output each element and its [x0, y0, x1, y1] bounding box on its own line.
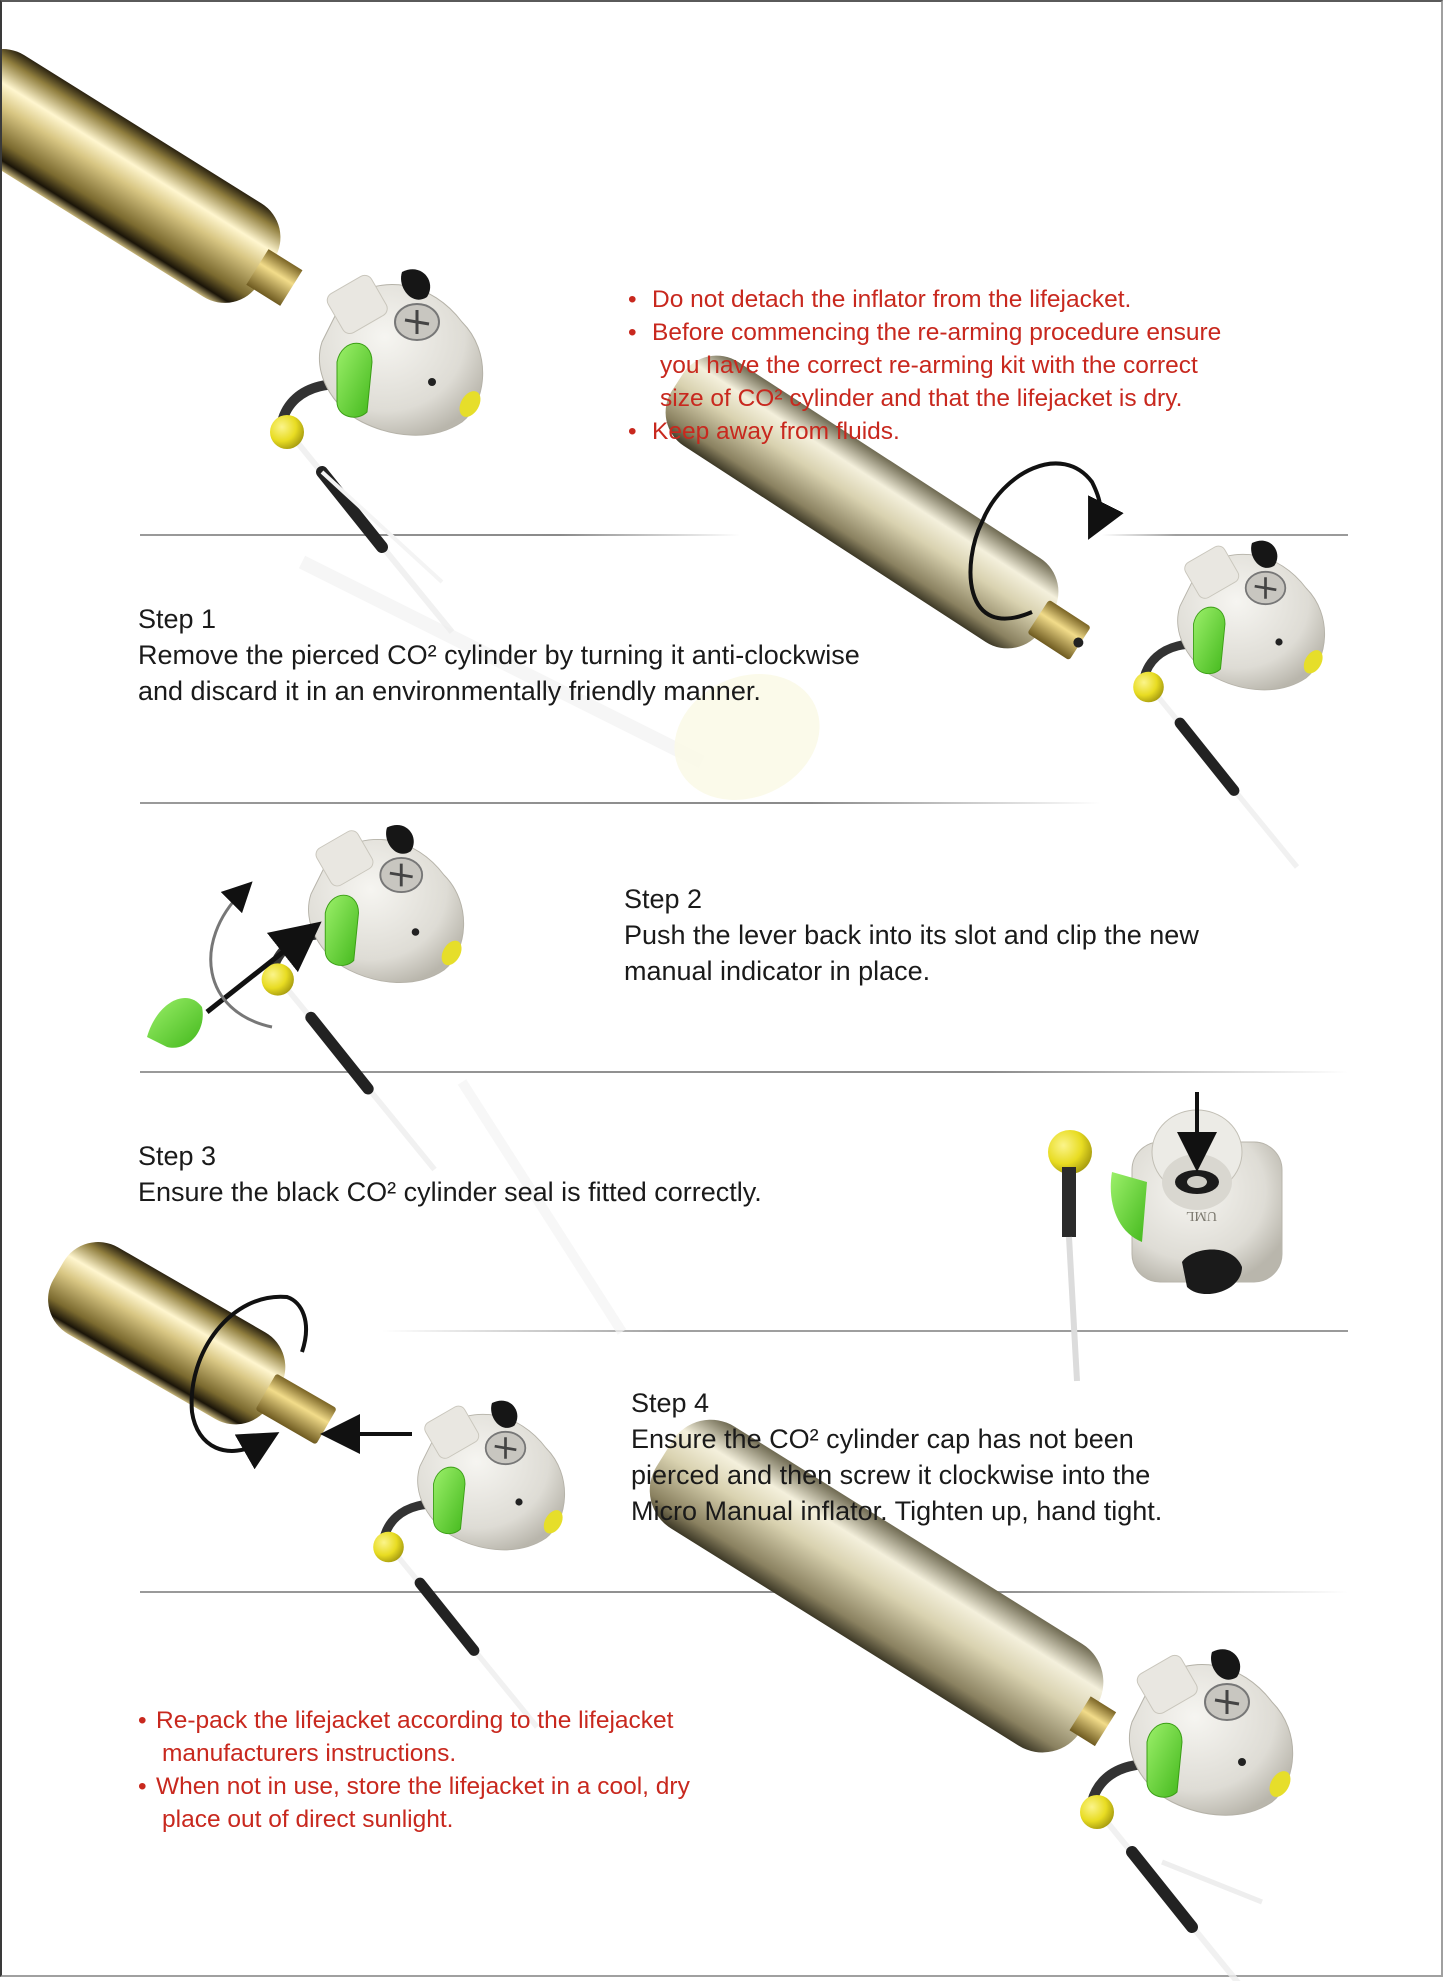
warning-item: • Keep away from fluids.: [628, 415, 1328, 448]
divider-1: [140, 534, 740, 536]
bottom-warnings: [138, 1704, 838, 1836]
warning-item: • When not in use, store the lifejacket in a cool, dry place out of direct sunlight.: [138, 1770, 838, 1836]
divider-5: [140, 1591, 1348, 1593]
warning-item: • Re-pack the lifejacket according to the lifejacket manufacturers instructions.: [138, 1704, 838, 1770]
step-title: Step 1: [138, 604, 217, 634]
step-body-line: Remove the pierced CO² cylinder by turning it anti-clockwise: [138, 640, 860, 670]
bullet-icon: •: [628, 418, 637, 445]
step2-illustration: [147, 825, 466, 1170]
bullet-icon: •: [628, 319, 637, 346]
top-warnings: [628, 283, 1328, 448]
bullet-icon: •: [138, 1773, 147, 1800]
bullet-icon: •: [138, 1707, 147, 1734]
step-body-line: Ensure the black CO² cylinder seal is fitted correctly.: [138, 1177, 762, 1207]
assembled-inflator-illustration: [2, 34, 485, 632]
divider-2: [140, 802, 1100, 804]
warning-item: • Before commencing the re-arming procedure ensure you have the correct re-arming kit with the correct size of CO² cylinder and that the lifejacket is dry.: [628, 316, 1328, 415]
step-title: Step 4: [631, 1388, 710, 1418]
step-body-line: pierced and then screw it clockwise into the: [631, 1460, 1151, 1490]
step-body-line: Ensure the CO² cylinder cap has not been: [631, 1424, 1134, 1454]
divider-3: [140, 1071, 1348, 1073]
step-title: Step 2: [624, 884, 703, 914]
step-title: Step 3: [138, 1141, 217, 1171]
svg-text:UML: UML: [1185, 1208, 1217, 1223]
step-1: [138, 601, 998, 709]
bullet-icon: •: [628, 286, 637, 313]
warning-item: • Do not detach the inflator from the lifejacket.: [628, 283, 1328, 316]
step-3: [138, 1138, 938, 1210]
step4-illustration: [33, 1227, 566, 1727]
step-4: [631, 1385, 1331, 1529]
manual-indicator-clip-icon: [147, 998, 203, 1048]
step-2: [624, 881, 1324, 989]
divider-4: [382, 1330, 1348, 1332]
step3-illustration: [1048, 1092, 1282, 1381]
step-body-line: and discard it in an environmentally friendly manner.: [138, 676, 761, 706]
step-body-line: Micro Manual inflator. Tighten up, hand tight.: [631, 1496, 1163, 1526]
step-body-line: Push the lever back into its slot and clip the new: [624, 920, 1199, 950]
step-body-line: manual indicator in place.: [624, 956, 931, 986]
